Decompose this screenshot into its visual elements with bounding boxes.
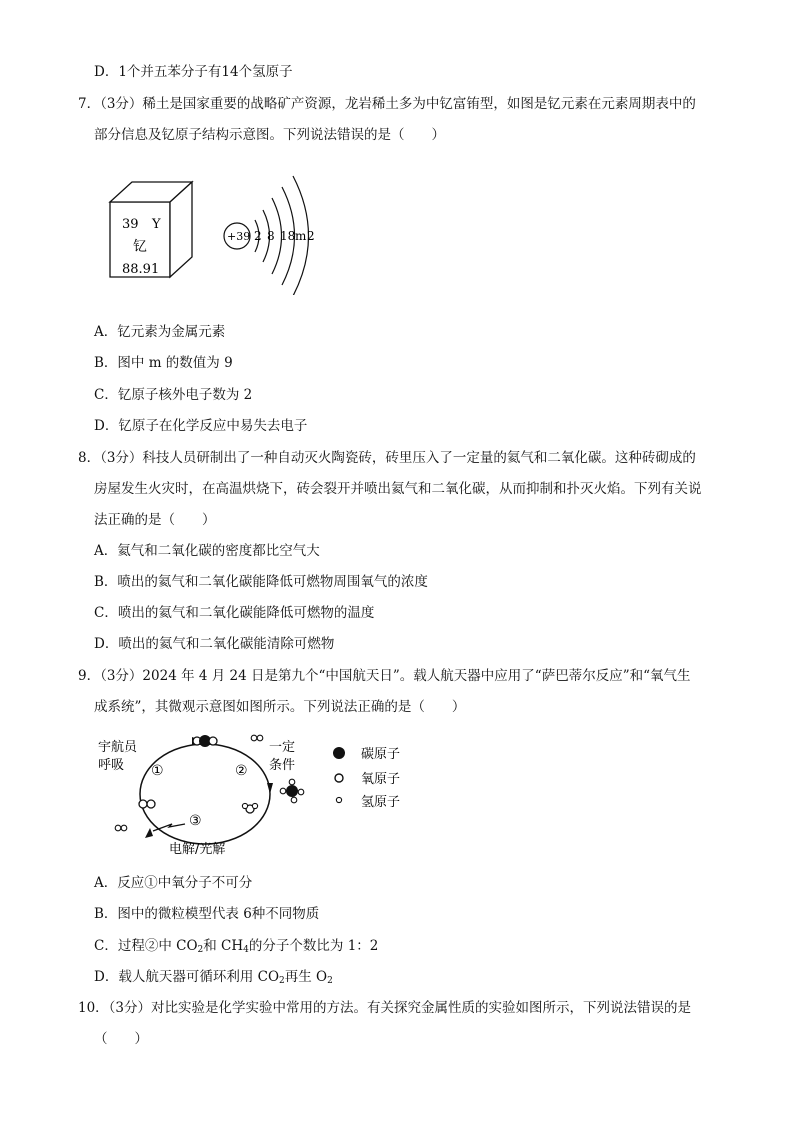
q9-figure: [95, 728, 425, 863]
shell-4-electrons: m: [295, 229, 307, 243]
q8-stem-line-3: 法正确的是（ ）: [94, 512, 216, 528]
q7-option-a: A．钇元素为金属元素: [94, 324, 226, 340]
q9-d-text-2: 再生 O: [284, 969, 328, 985]
atomic-mass: 88.91: [122, 262, 160, 277]
q9-d-text-1: D．载人航天器可循环利用 CO: [94, 969, 280, 985]
q9-c-text-2: 和 CH: [203, 938, 244, 954]
q9-option-b: B．图中的微粒模型代表 6种不同物质: [94, 906, 320, 922]
step-3-label: ③: [189, 813, 202, 829]
element-symbol: Y: [152, 217, 161, 232]
q9-stem-line-2: 成系统”，其微观示意图如图所示。下列说法正确的是（ ）: [94, 699, 466, 715]
condition-label-2: 条件: [269, 758, 296, 773]
shell-2-electrons: 8: [267, 229, 275, 243]
water-molecule: [242, 803, 257, 813]
nucleus-charge: +39: [227, 230, 251, 243]
q9-option-d: [94, 967, 333, 991]
legend-carbon-icon: [333, 747, 345, 759]
q7-stem-line-2: 部分信息及钇原子结构示意图。下列说法错误的是（ ）: [94, 127, 445, 143]
step-1-label: ①: [151, 763, 164, 779]
q9-option-a: A．反应①中氧分子不可分: [94, 875, 253, 891]
legend-hydrogen-label: 氢原子: [361, 795, 401, 810]
atomic-number: 39: [122, 217, 139, 232]
arrow-head-right: [267, 783, 273, 794]
q10-stem-line-1: 10．（3分）对比实验是化学实验中常用的方法。有关探究金属性质的实验如图所示，下列说法错误的是: [78, 1000, 692, 1016]
q7-option-b: B．图中 m 的数值为 9: [94, 355, 233, 371]
shell-5-electrons: 2: [307, 229, 315, 243]
legend-oxygen-label: 氧原子: [361, 772, 401, 787]
step-2-label: ②: [235, 763, 248, 779]
periodic-table-cell: [110, 182, 192, 277]
hydrogen-molecule-output: [115, 825, 127, 831]
methane-molecule: [280, 779, 304, 803]
legend-hydrogen-icon: [336, 797, 341, 802]
q8-stem-line-1: 8．（3分）科技人员研制出了一种自动灭火陶瓷砖，砖里压入了一定量的氦气和二氧化碳。这种砖砌成的: [78, 450, 696, 466]
q9-c-text-1: C．过程②中 CO: [94, 938, 198, 954]
astronaut-label: 宇航员: [98, 740, 138, 755]
condition-label-1: 一定: [269, 740, 296, 755]
q7-option-d: D．钇原子在化学反应中易失去电子: [94, 418, 308, 434]
shell-1-electrons: 2: [254, 229, 262, 243]
legend-carbon-label: 碳原子: [361, 747, 401, 762]
q7-stem-line-1: 7．（3分）稀土是国家重要的战略矿产资源，龙岩稀土多为中钇富铕型，如图是钇元素在元素周期表中的: [78, 96, 696, 112]
q8-option-d: D．喷出的氦气和二氧化碳能清除可燃物: [94, 636, 335, 652]
subscript-4: 4: [243, 945, 249, 955]
q7-figure: [100, 160, 330, 295]
q7-option-c: C．钇原子核外电子数为 2: [94, 387, 253, 403]
q10-stem-line-2: （ ）: [94, 1031, 148, 1047]
shell-3-electrons: 18: [280, 229, 296, 243]
q9-option-c: [94, 936, 378, 960]
arrow-head-left: [145, 828, 153, 838]
oxygen-molecule: [139, 800, 155, 808]
subscript-2: 2: [279, 976, 285, 986]
subscript-2: 2: [327, 976, 333, 986]
legend: [333, 746, 400, 810]
breathing-label: 呼吸: [98, 758, 125, 773]
element-name: 钇: [133, 239, 147, 255]
q9-stem-line-1: 9．（3分）2024 年 4 月 24 日是第九个“中国航天日”。载人航天器中应用了“萨巴蒂尔反应”和“氧气生: [78, 668, 691, 684]
q8-stem-line-2: 房屋发生火灾时，在高温烘烧下，砖会裂开并喷出氦气和二氧化碳，从而抑制和扑灭火焰。下列有关说: [94, 481, 702, 497]
q9-c-text-3: 的分子个数比为 1：2: [248, 938, 379, 954]
q8-option-b: B．喷出的氦气和二氧化碳能降低可燃物周围氧气的浓度: [94, 574, 428, 590]
subscript-2: 2: [197, 945, 204, 955]
q8-option-a: A．氦气和二氧化碳的密度都比空气大: [94, 543, 320, 559]
co2-molecule: [193, 735, 217, 747]
atom-structure-diagram: [224, 176, 315, 295]
q6-option-d: D．1个并五苯分子有14个氢原子: [94, 64, 293, 80]
electrolysis-label: 电解/光解: [169, 842, 226, 857]
legend-oxygen-icon: [335, 774, 343, 782]
hydrogen-molecule-input: [251, 735, 263, 741]
q8-option-c: C．喷出的氦气和二氧化碳能降低可燃物的温度: [94, 605, 375, 621]
